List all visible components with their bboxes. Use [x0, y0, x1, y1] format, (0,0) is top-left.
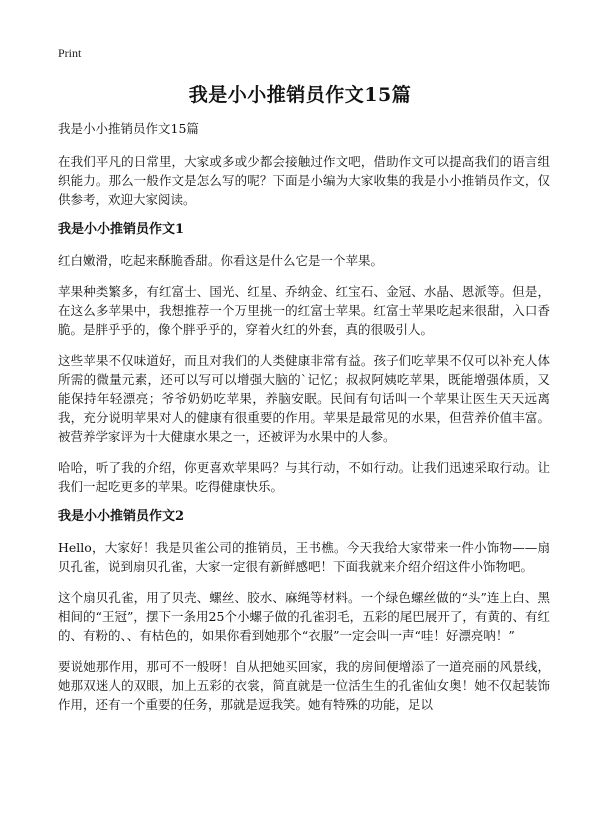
section-1-paragraph-3: 这些苹果不仅味道好，而且对我们的人类健康非常有益。孩子们吃苹果不仅可以补充人体所需的微量元素，还可以写可以增强大脑的`记忆；叔叔阿姨吃苹果，既能增强体质，又能保持年轻漂亮；爷爷奶奶吃苹果，养脑安眠。民间有句话叫一个苹果让医生天天远离我，充分说明苹果对人的健康有很重要的作用。苹果是最常见的水果，但营养价值丰富。被营养学家评为十大健康水果之一，还被评为水果中的人参。 — [58, 353, 550, 444]
page-title: 我是小小推销员作文15篇 — [188, 84, 412, 106]
section-2-paragraph-3: 要说她那作用，那可不一般呀！自从把她买回家，我的房间便增添了一道亮丽的风景线，她那双迷人的双眼，加上五彩的衣裳，简直就是一位活生生的孔雀仙女奥！她不仅起装饰作用，还有一个重要的任务，那就是逗我笑。她有特殊的功能，足以 — [58, 659, 550, 712]
print-link[interactable]: Print — [58, 46, 82, 60]
section-heading-1: 我是小小推销员作文1 — [58, 222, 185, 237]
section-1-paragraph-4: 哈哈，听了我的介绍，你更喜欢苹果吗？与其行动，不如行动。让我们迅速采取行动。让我们一起吃更多的苹果。吃得健康快乐。 — [58, 460, 550, 494]
intro-paragraph: 在我们平凡的日常里，大家或多或少都会接触过作文吧，借助作文可以提高我们的语言组织能力。那么一般作文是怎么写的呢？下面是小编为大家收集的我是小小推销员作文，仅供参考，欢迎大家阅读。 — [58, 154, 550, 207]
section-1-paragraph-2: 苹果种类繁多，有红富士、国光、红星、乔纳金、红宝石、金冠、水晶、恩派等。但是，在这么多苹果中，我想推荐一个万里挑一的红富士苹果。红富士苹果吃起来很甜，入口香脆。是胖乎乎的，像个胖乎乎的，穿着火红的外套，真的很吸引人。 — [58, 284, 550, 337]
article-subtitle: 我是小小推销员作文15篇 — [58, 121, 199, 136]
article-body — [58, 120, 550, 726]
section-1-paragraph-1: 红白嫩滑，吃起来酥脆香甜。你看这是什么它是一个苹果。 — [58, 253, 384, 268]
section-2-paragraph-2: 这个扇贝孔雀，用了贝壳、螺丝、胶水、麻绳等材料。一个绿色螺丝做的“头”连上白、黑相间的“王冠”，摆下一条用25个小螺子做的孔雀羽毛，五彩的尾巴展开了，有黄的、有红的、有粉的、、有枯色的，如果你看到她那个“衣服”一定会叫一声“哇！好漂亮呐！” — [58, 590, 550, 643]
section-heading-2: 我是小小推销员作文2 — [58, 509, 185, 524]
section-2-paragraph-1: Hello，大家好！我是贝雀公司的推销员，王书樵。今天我给大家带来一件小饰物——扇贝孔雀，说到扇贝孔雀，大家一定很有新鲜感吧！下面我就来介绍介绍这件小饰物吧。 — [58, 540, 550, 574]
